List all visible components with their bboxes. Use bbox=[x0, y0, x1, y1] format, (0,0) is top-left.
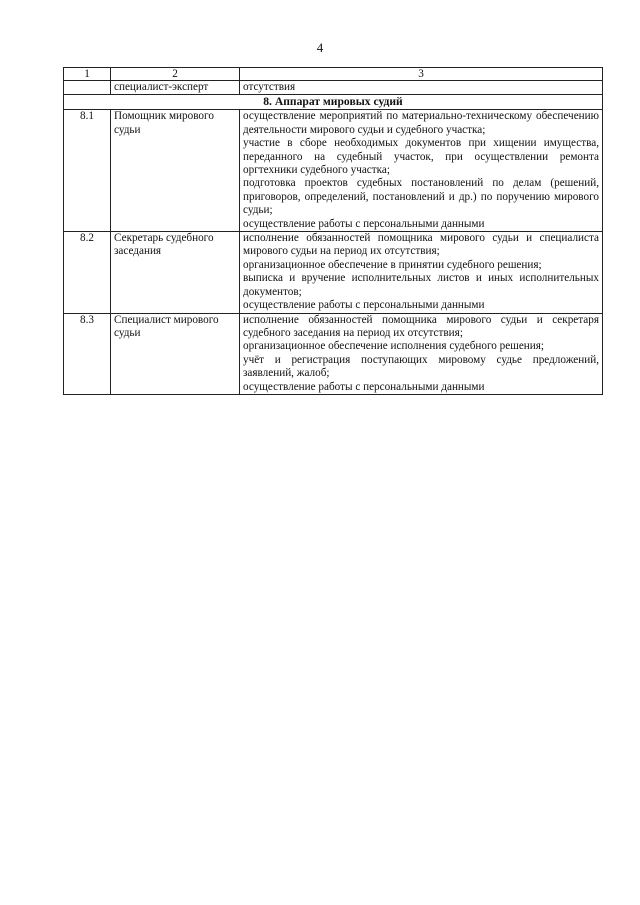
continuation-role-cell: специалист-эксперт bbox=[111, 81, 240, 95]
section-title: 8. Аппарат мировых судий bbox=[64, 95, 603, 110]
duty-item: отсутствия bbox=[243, 81, 296, 93]
duty-item: осуществление мероприятий по материально-техническому обеспечению деятельности мирового судьи и судебного участка; bbox=[243, 110, 599, 136]
section-title-row bbox=[64, 95, 603, 110]
continuation-row bbox=[64, 81, 603, 95]
role-cell: Секретарь судебного заседания bbox=[111, 232, 240, 313]
duty-item: осуществление работы с персональными данными bbox=[243, 217, 485, 230]
table-row bbox=[64, 313, 603, 394]
row-number: 8.3 bbox=[64, 313, 111, 394]
duty-item: организационное обеспечение в принятии судебного решения; bbox=[243, 258, 542, 271]
duties-cell bbox=[240, 313, 603, 394]
duty-item: выписка и вручение исполнительных листов и иных исполнительных документов; bbox=[243, 272, 599, 298]
header-col-3: 3 bbox=[240, 68, 603, 81]
table-row bbox=[64, 110, 603, 232]
row-number: 8.2 bbox=[64, 232, 111, 313]
duty-item: участие в сборе необходимых документов при хищении имущества, переданного на судебный участок, при осуществлении ремонта оргтехники судебного участка; bbox=[243, 137, 599, 177]
duty-item: учёт и регистрация поступающих мировому судье предложений, заявлений, жалоб; bbox=[243, 353, 599, 380]
duties-cell bbox=[240, 232, 603, 313]
continuation-num-cell bbox=[64, 81, 111, 95]
table-row bbox=[64, 232, 603, 313]
duty-item: исполнение обязанностей помощника мирового судьи и секретаря судебного заседания на период их отсутствия; bbox=[243, 313, 599, 339]
header-col-1: 1 bbox=[64, 68, 111, 81]
header-col-2: 2 bbox=[111, 68, 240, 81]
duty-item: осуществление работы с персональными данными bbox=[243, 380, 485, 393]
table-header-row bbox=[64, 68, 603, 81]
duty-item: организационное обеспечение исполнения судебного решения; bbox=[243, 340, 545, 353]
duties-table bbox=[63, 67, 603, 395]
duty-item: исполнение обязанностей помощника мирового судьи и специалиста мирового судьи на период их отсутствия; bbox=[243, 232, 599, 258]
duty-item: подготовка проектов судебных постановлений по делам (решений, приговоров, определений, постановлений и др.) по поручению мирового судьи; bbox=[243, 177, 599, 217]
duties-cell bbox=[240, 110, 603, 232]
continuation-duties-cell bbox=[240, 81, 603, 95]
row-number: 8.1 bbox=[64, 110, 111, 232]
role-cell: Специалист мирового судьи bbox=[111, 313, 240, 394]
page-number: 4 bbox=[316, 40, 324, 55]
role-cell: Помощник мирового судьи bbox=[111, 110, 240, 232]
duty-item: осуществление работы с персональными данными bbox=[243, 299, 485, 312]
